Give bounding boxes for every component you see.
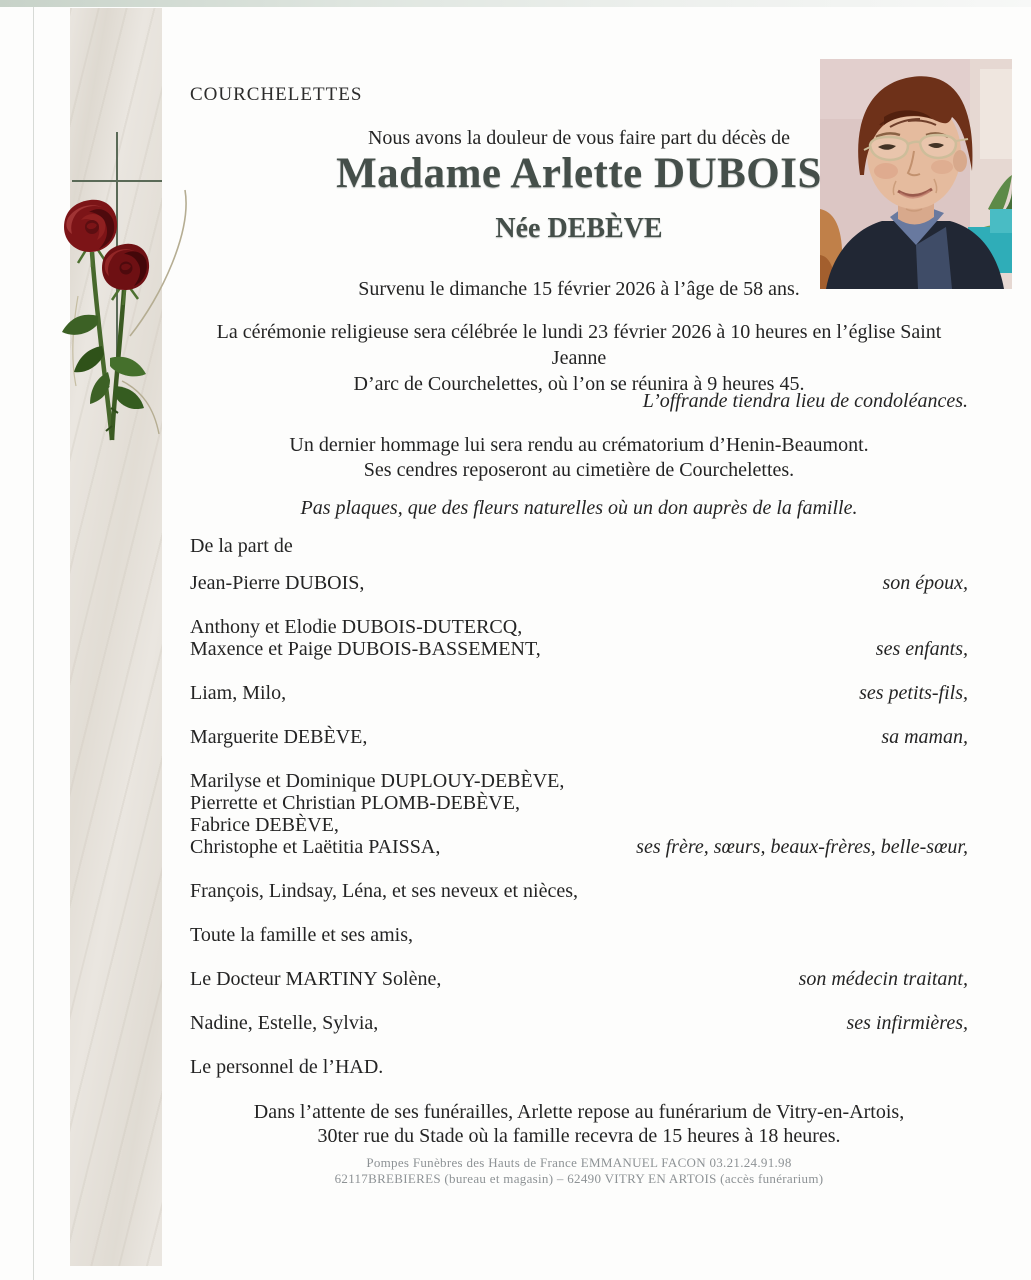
family-row bbox=[190, 726, 968, 748]
family-member-name: Toute la famille et ses amis, bbox=[190, 924, 413, 946]
family-member-name: Le Docteur MARTINY Solène, bbox=[190, 968, 442, 990]
announcement-text-column bbox=[190, 0, 968, 1280]
family-row bbox=[190, 968, 968, 990]
family-member-name: Christophe et Laëtitia PAISSA, bbox=[190, 836, 441, 858]
family-row bbox=[190, 924, 968, 946]
family-row bbox=[190, 1012, 968, 1034]
offering-note: L’offrande tiendra lieu de condoléances. bbox=[642, 390, 968, 412]
tribute-line-2: Ses cendres reposeront au cimetière de Courchelettes. bbox=[363, 459, 795, 481]
commune-title: COURCHELETTES bbox=[190, 84, 363, 105]
family-relation: sa maman, bbox=[881, 726, 968, 748]
ceremony-details bbox=[190, 319, 968, 397]
family-member-name: Fabrice DEBÈVE, bbox=[190, 814, 339, 836]
family-relation: ses enfants, bbox=[875, 638, 968, 660]
family-member-name: François, Lindsay, Léna, et ses neveux et nièces, bbox=[190, 880, 579, 902]
repose-line-1: Dans l’attente de ses funérailles, Arlette repose au funérarium de Vitry-en-Artois, bbox=[253, 1101, 905, 1123]
family-member-name: Nadine, Estelle, Sylvia, bbox=[190, 1012, 379, 1034]
funeral-home-line-2: 62117BREBIERES (bureau et magasin) – 62490 VITRY EN ARTOIS (accès funérarium) bbox=[334, 1171, 824, 1186]
family-member-name: Maxence et Paige DUBOIS-BASSEMENT, bbox=[190, 638, 541, 660]
ceremony-line-2: D’arc de Courchelettes, où l’on se réunira à 9 heures 45. bbox=[353, 373, 805, 395]
family-row bbox=[190, 1056, 968, 1078]
family-member-name: Marguerite DEBÈVE, bbox=[190, 726, 368, 748]
family-list bbox=[190, 572, 968, 1100]
tribute-details bbox=[190, 433, 968, 483]
family-relation: ses frère, sœurs, beaux-frères, belle-sœur, bbox=[636, 836, 968, 858]
family-member-name: Anthony et Elodie DUBOIS-DUTERCQ, bbox=[190, 616, 523, 638]
funeral-home-info bbox=[190, 1155, 968, 1187]
family-member-name: Pierrette et Christian PLOMB-DEBÈVE, bbox=[190, 792, 520, 814]
family-row bbox=[190, 770, 968, 858]
family-row bbox=[190, 682, 968, 704]
family-relation: son médecin traitant, bbox=[798, 968, 968, 990]
family-row bbox=[190, 572, 968, 594]
family-member-name: Le personnel de l’HAD. bbox=[190, 1056, 384, 1078]
intro-line: Nous avons la douleur de vous faire part du décès de bbox=[367, 127, 791, 149]
family-member-name: Jean-Pierre DUBOIS, bbox=[190, 572, 365, 594]
family-relation: ses petits-fils, bbox=[859, 682, 968, 704]
family-relation: ses infirmières, bbox=[846, 1012, 968, 1034]
deceased-name: Madame Arlette DUBOIS bbox=[336, 150, 822, 197]
family-relation: son époux, bbox=[882, 572, 968, 594]
maiden-name: Née DEBÈVE bbox=[495, 213, 663, 244]
family-row bbox=[190, 616, 968, 660]
death-date-line: Survenu le dimanche 15 février 2026 à l’âge de 58 ans. bbox=[358, 278, 800, 300]
repose-details bbox=[190, 1100, 968, 1148]
memorial-cross-icon bbox=[72, 180, 162, 182]
family-member-name: Liam, Milo, bbox=[190, 682, 287, 704]
funeral-home-line-1: Pompes Funèbres des Hauts de France EMMANUEL FACON 03.21.24.91.98 bbox=[366, 1155, 792, 1170]
scan-left-edge bbox=[33, 7, 34, 1280]
tribute-line-1: Un dernier hommage lui sera rendu au crématorium d’Henin-Beaumont. bbox=[289, 434, 869, 456]
from-label: De la part de bbox=[190, 535, 293, 557]
family-member-name: Marilyse et Dominique DUPLOUY-DEBÈVE, bbox=[190, 770, 565, 792]
ceremony-line-1: La cérémonie religieuse sera célébrée le lundi 23 février 2026 à 10 heures en l’église Saint Jeanne bbox=[216, 321, 942, 369]
red-roses-illustration bbox=[52, 186, 192, 456]
flowers-note: Pas plaques, que des fleurs naturelles où un don auprès de la famille. bbox=[300, 497, 858, 519]
repose-line-2: 30ter rue du Stade où la famille recevra de 15 heures à 18 heures. bbox=[317, 1125, 841, 1147]
family-row bbox=[190, 880, 968, 902]
